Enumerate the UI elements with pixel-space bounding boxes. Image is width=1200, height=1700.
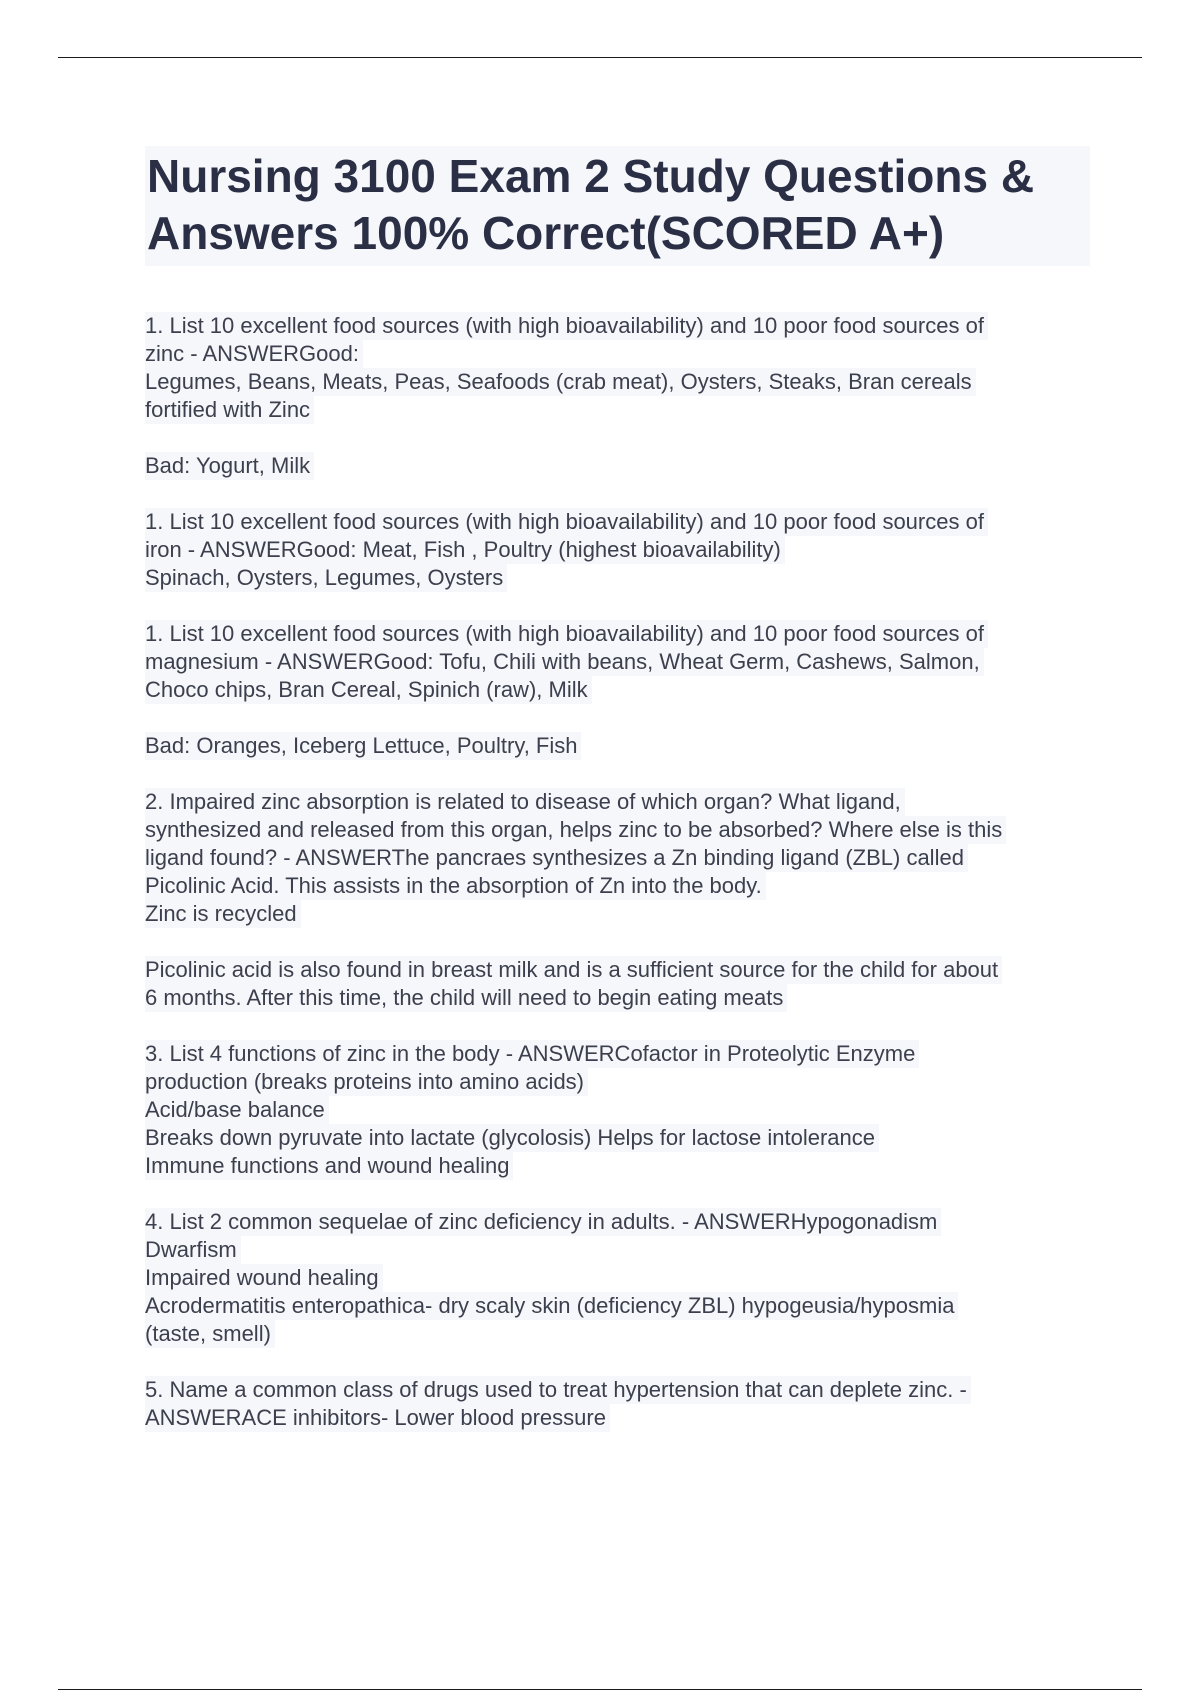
paragraph-zinc-sources	[145, 312, 1090, 424]
text-line: zinc - ANSWERGood:	[145, 340, 363, 368]
title-block	[145, 146, 1090, 266]
page-title	[145, 146, 1090, 262]
paragraph-magnesium-sources	[145, 620, 1090, 704]
text-line: Bad: Oranges, Iceberg Lettuce, Poultry, Fish	[145, 732, 581, 760]
paragraph-zinc-deficiency	[145, 1208, 1090, 1348]
text-line: 1. List 10 excellent food sources (with high bioavailability) and 10 poor food sources of	[145, 620, 988, 648]
text-line: production (breaks proteins into amino acids)	[145, 1068, 588, 1096]
title-line: Nursing 3100 Exam 2 Study Questions &	[147, 150, 1035, 202]
text-line: Acrodermatitis enteropathica- dry scaly skin (deficiency ZBL) hypogeusia/hyposmia	[145, 1292, 958, 1320]
text-line: 3. List 4 functions of zinc in the body - ANSWERCofactor in Proteolytic Enzyme	[145, 1040, 919, 1068]
text-line: iron - ANSWERGood: Meat, Fish , Poultry (highest bioavailability)	[145, 536, 785, 564]
text-line: ligand found? - ANSWERThe pancraes synthesizes a Zn binding ligand (ZBL) called	[145, 844, 968, 872]
paragraph-zinc-bad	[145, 452, 1090, 480]
paragraph-hypertension-drugs	[145, 1376, 1090, 1432]
paragraph-iron-sources	[145, 508, 1090, 592]
text-line: 1. List 10 excellent food sources (with high bioavailability) and 10 poor food sources of	[145, 508, 988, 536]
paragraph-magnesium-bad	[145, 732, 1090, 760]
text-line: Zinc is recycled	[145, 900, 301, 928]
text-line: ANSWERACE inhibitors- Lower blood pressure	[145, 1404, 610, 1432]
text-line: magnesium - ANSWERGood: Tofu, Chili with beans, Wheat Germ, Cashews, Salmon,	[145, 648, 984, 676]
text-line: 5. Name a common class of drugs used to treat hypertension that can deplete zinc. -	[145, 1376, 971, 1404]
text-line: Breaks down pyruvate into lactate (glycolosis) Helps for lactose intolerance	[145, 1124, 879, 1152]
paragraph-zinc-absorption	[145, 788, 1090, 928]
text-line: (taste, smell)	[145, 1320, 275, 1348]
text-line: synthesized and released from this organ, helps zinc to be absorbed? Where else is this	[145, 816, 1006, 844]
text-line: Dwarfism	[145, 1236, 241, 1264]
text-line: Spinach, Oysters, Legumes, Oysters	[145, 564, 507, 592]
text-line: 2. Impaired zinc absorption is related to disease of which organ? What ligand,	[145, 788, 905, 816]
text-line: Choco chips, Bran Cereal, Spinich (raw), Milk	[145, 676, 592, 704]
paragraph-zinc-functions	[145, 1040, 1090, 1180]
document-body	[145, 312, 1090, 1460]
text-line: Acid/base balance	[145, 1096, 329, 1124]
title-line: Answers 100% Correct(SCORED A+)	[147, 207, 945, 259]
text-line: Immune functions and wound healing	[145, 1152, 513, 1180]
top-rule	[58, 57, 1142, 58]
text-line: 6 months. After this time, the child will need to begin eating meats	[145, 984, 787, 1012]
text-line: fortified with Zinc	[145, 396, 314, 424]
bottom-rule	[58, 1689, 1142, 1690]
text-line: Impaired wound healing	[145, 1264, 383, 1292]
text-line: Bad: Yogurt, Milk	[145, 452, 314, 480]
text-line: Picolinic acid is also found in breast milk and is a sufficient source for the child for about	[145, 956, 1002, 984]
paragraph-picolinic-acid	[145, 956, 1090, 1012]
text-line: 1. List 10 excellent food sources (with high bioavailability) and 10 poor food sources of	[145, 312, 988, 340]
text-line: Picolinic Acid. This assists in the absorption of Zn into the body.	[145, 872, 766, 900]
text-line: Legumes, Beans, Meats, Peas, Seafoods (crab meat), Oysters, Steaks, Bran cereals	[145, 368, 976, 396]
text-line: 4. List 2 common sequelae of zinc deficiency in adults. - ANSWERHypogonadism	[145, 1208, 941, 1236]
